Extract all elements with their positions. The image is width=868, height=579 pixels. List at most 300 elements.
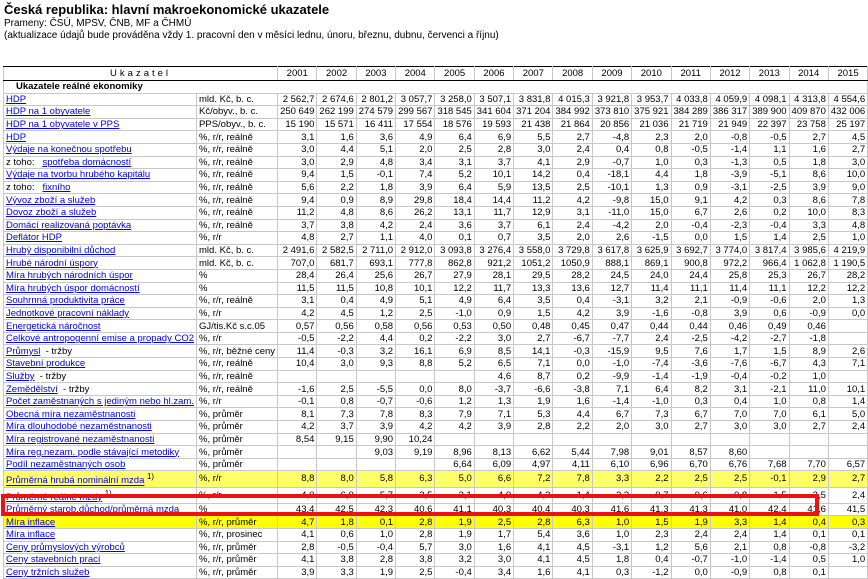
value-cell: 6,6 <box>474 471 513 487</box>
value-cell <box>828 320 867 333</box>
value-cell: 0,5 <box>750 156 789 169</box>
indicator-link[interactable]: Dovoz zboží a služeb <box>6 207 97 219</box>
value-cell: 0,1 <box>789 566 828 579</box>
value-cell: 1,7 <box>710 345 749 358</box>
value-cell: 972,2 <box>710 257 749 270</box>
indicator-link[interactable]: Míra hrubých národních úspor <box>6 270 133 282</box>
year-header: 2001 <box>278 67 317 81</box>
value-cell: 2,3 <box>632 528 671 541</box>
indicator-link[interactable]: Průměrný starob.důchod/průměrná mzda <box>6 504 180 516</box>
unit-cell: % <box>197 282 278 295</box>
indicator-link[interactable]: Ceny průmyslových výrobců <box>6 541 125 553</box>
value-cell: 2,0 <box>592 421 631 434</box>
indicator-link[interactable]: Energetická náročnost <box>6 320 101 332</box>
value-cell: 1,8 <box>356 181 395 194</box>
value-cell: 19 593 <box>474 118 513 131</box>
value-cell: 921,2 <box>474 257 513 270</box>
value-cell: 11,4 <box>632 282 671 295</box>
value-cell: -0,8 <box>710 487 749 503</box>
indicator-name <box>4 269 197 282</box>
indicator-name <box>4 143 197 156</box>
value-cell: 4,1 <box>514 554 553 567</box>
value-cell: 13,5 <box>514 181 553 194</box>
value-cell: 2,8 <box>514 421 553 434</box>
value-cell: 2,8 <box>396 528 435 541</box>
value-cell: 15 571 <box>317 118 356 131</box>
value-cell: 9,4 <box>278 169 317 182</box>
value-cell: 0,3 <box>750 194 789 207</box>
value-cell: 5,7 <box>396 541 435 554</box>
value-cell: 0,4 <box>789 516 828 529</box>
sources-line: Prameny: ČSÚ, MPSV, ČNB, MF a ČHMÚ <box>4 18 192 29</box>
unit-cell: %, r/r, reálně <box>197 131 278 144</box>
table-row <box>4 320 868 333</box>
table-row <box>4 282 868 295</box>
value-cell: 1050,9 <box>553 257 592 270</box>
unit-cell: mld. Kč, b. c. <box>197 244 278 257</box>
value-cell: 2,7 <box>671 421 710 434</box>
value-cell: 371 204 <box>514 106 553 119</box>
value-cell <box>278 446 317 459</box>
indicator-link[interactable]: Hrubý disponibilní důchod <box>6 245 116 257</box>
value-cell: 0,6 <box>750 307 789 320</box>
value-cell: -1,5 <box>750 487 789 503</box>
value-cell: 2,4 <box>671 528 710 541</box>
unit-cell: %, průměr <box>197 408 278 421</box>
value-cell: 41,6 <box>592 503 631 516</box>
indicator-link[interactable]: Deflátor HDP <box>6 232 62 244</box>
indicator-name <box>4 516 197 529</box>
value-cell: 7,1 <box>474 408 513 421</box>
value-cell: 4 313,8 <box>789 93 828 106</box>
year-header: 2004 <box>396 67 435 81</box>
value-cell: 0,4 <box>710 395 749 408</box>
value-cell: 0,9 <box>474 307 513 320</box>
value-cell: 2,6 <box>592 232 631 245</box>
value-cell: 2,4 <box>553 143 592 156</box>
year-header: 2002 <box>317 67 356 81</box>
value-cell: 41,3 <box>671 503 710 516</box>
value-cell: 4,5 <box>553 541 592 554</box>
value-cell: 4,5 <box>828 131 867 144</box>
indicator-name <box>4 169 197 182</box>
value-cell: 2,2 <box>317 181 356 194</box>
value-cell: -1,0 <box>710 554 749 567</box>
indicator-suffix: - tržby <box>39 370 67 382</box>
value-cell: 1,2 <box>632 541 671 554</box>
value-cell: 0,0 <box>671 566 710 579</box>
value-cell: 14,2 <box>514 169 553 182</box>
value-cell: 20 856 <box>592 118 631 131</box>
indicator-link[interactable]: Ceny stavebních prací <box>6 554 101 566</box>
value-cell: 2,7 <box>828 143 867 156</box>
value-cell: 24,4 <box>671 269 710 282</box>
indicator-name <box>4 554 197 567</box>
indicator-name <box>4 408 197 421</box>
value-cell: 9,4 <box>278 194 317 207</box>
unit-cell: PPS/obyv., b. c. <box>197 118 278 131</box>
table-row <box>4 295 868 308</box>
year-header: 2013 <box>750 67 789 81</box>
indicator-link[interactable]: Výdaje na tvorbu hrubého kapitálu <box>6 169 151 181</box>
value-cell: 0,3 <box>828 516 867 529</box>
value-cell: 3,0 <box>828 156 867 169</box>
value-cell: 10,8 <box>356 282 395 295</box>
value-cell: 24,0 <box>632 269 671 282</box>
year-header: 2006 <box>474 67 513 81</box>
value-cell: 0,44 <box>632 320 671 333</box>
value-cell: 40,3 <box>474 503 513 516</box>
value-cell: 2,0 <box>396 143 435 156</box>
value-cell: 3,9 <box>474 421 513 434</box>
value-cell: 0,46 <box>789 320 828 333</box>
value-cell: 4,8 <box>356 156 395 169</box>
value-cell: 6,1 <box>514 219 553 232</box>
indicator-link[interactable]: Míra inflace <box>6 516 56 528</box>
value-cell: 9,01 <box>632 446 671 459</box>
value-cell: 0,2 <box>750 206 789 219</box>
value-cell: 2,9 <box>317 156 356 169</box>
value-cell: 318 545 <box>435 106 474 119</box>
value-cell: 14,4 <box>474 194 513 207</box>
value-cell: 4,0 <box>474 487 513 503</box>
value-cell: 4,7 <box>278 516 317 529</box>
value-cell: 1,3 <box>828 295 867 308</box>
value-cell: 3,8 <box>317 219 356 232</box>
value-cell: 3,9 <box>789 181 828 194</box>
value-cell <box>828 446 867 459</box>
value-cell: 5,1 <box>396 295 435 308</box>
value-cell: 3,5 <box>396 487 435 503</box>
indicator-link[interactable]: Služby <box>6 370 35 382</box>
unit-cell: GJ/tis.Kč s.c.05 <box>197 320 278 333</box>
table-row <box>4 433 868 446</box>
value-cell: 1,8 <box>671 169 710 182</box>
value-cell: 9,3 <box>356 358 395 371</box>
value-cell: 1,7 <box>474 528 513 541</box>
value-cell: 3,1 <box>435 487 474 503</box>
value-cell: 6,3 <box>396 471 435 487</box>
value-cell: 5,8 <box>356 471 395 487</box>
value-cell: -0,8 <box>671 307 710 320</box>
value-cell: 4,1 <box>514 541 553 554</box>
value-cell: 26,7 <box>789 269 828 282</box>
table-row <box>4 541 868 554</box>
indicator-link[interactable]: Jednotkové pracovní náklady <box>6 307 130 319</box>
indicator-link[interactable]: Výdaje na konečnou spotřebu <box>6 144 132 156</box>
value-cell: 11,2 <box>514 194 553 207</box>
value-cell: 1,8 <box>789 156 828 169</box>
indicator-link[interactable]: Míra registrované nezaměstnanosti <box>6 433 155 445</box>
value-cell: -15,9 <box>592 345 631 358</box>
year-header: 2012 <box>710 67 749 81</box>
year-header: 2007 <box>514 67 553 81</box>
year-header: 2015 <box>828 67 867 81</box>
indicator-link[interactable]: Vývoz zboží a služeb <box>6 194 96 206</box>
indicator-name <box>4 282 197 295</box>
value-cell: 4,8 <box>317 206 356 219</box>
indicator-link[interactable]: Průměrné reálné mzdy <box>6 491 103 503</box>
value-cell: -4,8 <box>592 131 631 144</box>
value-cell: 3,7 <box>474 219 513 232</box>
value-cell: 7,8 <box>828 194 867 207</box>
value-cell: 3,1 <box>553 206 592 219</box>
value-cell: -5,1 <box>750 169 789 182</box>
indicator-link[interactable]: HDP na 1 obyvatele v PPS <box>6 119 120 131</box>
value-cell: 2,8 <box>474 143 513 156</box>
value-cell: -4,2 <box>710 332 749 345</box>
indicator-link[interactable]: Zemědělství <box>6 383 58 395</box>
value-cell: 29,5 <box>514 269 553 282</box>
value-cell: 6,9 <box>435 345 474 358</box>
value-cell: 2,0 <box>789 295 828 308</box>
value-cell: 9,90 <box>356 433 395 446</box>
value-cell <box>828 332 867 345</box>
value-cell: 2,5 <box>553 181 592 194</box>
indicator-link[interactable]: spotřeba domácností <box>42 156 132 168</box>
indicator-link[interactable]: HDP <box>6 93 27 105</box>
value-cell: -0,1 <box>750 471 789 487</box>
value-cell: 0,8 <box>632 143 671 156</box>
value-cell: 3,2 <box>356 345 395 358</box>
value-cell: 21 036 <box>632 118 671 131</box>
value-cell: 3,7 <box>474 156 513 169</box>
value-cell: 1,5 <box>514 307 553 320</box>
value-cell: 299 567 <box>396 106 435 119</box>
value-cell: 6,0 <box>317 487 356 503</box>
value-cell <box>317 458 356 471</box>
value-cell: 12,2 <box>789 282 828 295</box>
year-header-row <box>4 67 868 81</box>
value-cell: -1,6 <box>632 307 671 320</box>
value-cell: 3,2 <box>632 295 671 308</box>
value-cell: 10,1 <box>396 282 435 295</box>
value-cell: -6,6 <box>514 383 553 396</box>
value-cell: -2,5 <box>671 332 710 345</box>
value-cell: 274 579 <box>356 106 395 119</box>
value-cell: -9,9 <box>592 370 631 383</box>
value-cell: 2,5 <box>396 566 435 579</box>
indicator-name <box>4 566 197 579</box>
value-cell: 2 582,5 <box>317 244 356 257</box>
value-cell: 1,6 <box>514 566 553 579</box>
value-cell: 4,5 <box>553 554 592 567</box>
indicator-prefix: z toho: <box>6 156 35 168</box>
year-header: 2011 <box>671 67 710 81</box>
value-cell: 1,9 <box>671 516 710 529</box>
value-cell: -0,4 <box>435 566 474 579</box>
value-cell: 0,6 <box>317 528 356 541</box>
value-cell: 862,8 <box>435 257 474 270</box>
value-cell: 0,4 <box>632 554 671 567</box>
table-row <box>4 446 868 459</box>
value-cell: 25,6 <box>356 269 395 282</box>
value-cell: -0,1 <box>356 169 395 182</box>
value-cell: 7,0 <box>750 408 789 421</box>
value-cell: 777,8 <box>396 257 435 270</box>
value-cell: 2,8 <box>514 516 553 529</box>
section-row <box>4 81 868 94</box>
value-cell: 4 059,9 <box>710 93 749 106</box>
value-cell: 11,1 <box>671 282 710 295</box>
value-cell: 3 625,9 <box>632 244 671 257</box>
indicator-link[interactable]: Obecná míra nezaměstnanosti <box>6 408 136 420</box>
value-cell: -0,7 <box>592 156 631 169</box>
indicator-link[interactable]: Míra reg.nezam. podle stávající metodiky <box>6 446 180 458</box>
value-cell: 0,2 <box>396 332 435 345</box>
value-cell: 1,8 <box>592 554 631 567</box>
value-cell: -0,7 <box>356 395 395 408</box>
indicator-link[interactable]: Stavební produkce <box>6 358 86 370</box>
indicator-link[interactable]: Průmysl <box>6 345 41 357</box>
value-cell: 3,0 <box>278 156 317 169</box>
value-cell: 21 864 <box>553 118 592 131</box>
indicator-link[interactable]: Počet zaměstnaných s jediným nebo hl.zam. <box>6 396 194 408</box>
value-cell: 3,9 <box>278 566 317 579</box>
value-cell: 2,6 <box>828 345 867 358</box>
indicator-link[interactable]: Míra inflace <box>6 529 56 541</box>
value-cell: 1,6 <box>789 143 828 156</box>
value-cell: -0,3 <box>553 345 592 358</box>
value-cell: 7,1 <box>514 358 553 371</box>
value-cell: 2 801,2 <box>356 93 395 106</box>
value-cell: 25,8 <box>710 269 749 282</box>
value-cell: 4,5 <box>317 307 356 320</box>
value-cell: 10,24 <box>396 433 435 446</box>
value-cell: 5,7 <box>356 487 395 503</box>
value-cell: 7,3 <box>317 408 356 421</box>
value-cell: 5,5 <box>514 131 553 144</box>
value-cell: 6,7 <box>592 408 631 421</box>
value-cell: 3 953,7 <box>632 93 671 106</box>
value-cell: -7,4 <box>632 358 671 371</box>
indicator-link[interactable]: Ceny tržních služeb <box>6 566 90 578</box>
value-cell: 3,0 <box>750 421 789 434</box>
value-cell: 8,3 <box>828 206 867 219</box>
value-cell: 2,5 <box>396 307 435 320</box>
value-cell: 3,7 <box>278 219 317 232</box>
value-cell: 11,7 <box>474 206 513 219</box>
indicator-link[interactable]: HDP <box>6 131 27 143</box>
value-cell: 18 576 <box>435 118 474 131</box>
value-cell <box>710 433 749 446</box>
value-cell: 7,1 <box>828 358 867 371</box>
value-cell: 0,58 <box>356 320 395 333</box>
value-cell: 6,4 <box>474 295 513 308</box>
indicator-name <box>4 345 197 358</box>
value-cell: -0,8 <box>710 131 749 144</box>
indicator-link[interactable]: Hrubé národní úspory <box>6 257 98 269</box>
value-cell: 0,3 <box>671 156 710 169</box>
value-cell: 3,0 <box>710 421 749 434</box>
unit-cell: %, r/r, reálně <box>197 370 278 383</box>
value-cell: 262 199 <box>317 106 356 119</box>
value-cell: 384 992 <box>553 106 592 119</box>
value-cell: 4,97 <box>514 458 553 471</box>
value-cell: 6,09 <box>474 458 513 471</box>
indicator-name <box>4 487 197 503</box>
value-cell <box>671 433 710 446</box>
indicator-name <box>4 446 197 459</box>
value-cell: -0,9 <box>710 566 749 579</box>
value-cell: 2,7 <box>789 131 828 144</box>
table-row <box>4 93 868 106</box>
value-cell: 4,0 <box>278 487 317 503</box>
value-cell: 1,4 <box>553 487 592 503</box>
value-cell: 2 562,7 <box>278 93 317 106</box>
value-cell: 7,9 <box>435 408 474 421</box>
value-cell: 4,2 <box>553 194 592 207</box>
value-cell: 4,6 <box>474 370 513 383</box>
value-cell: 4 219,9 <box>828 244 867 257</box>
table-row <box>4 118 868 131</box>
indicator-name <box>4 383 197 396</box>
value-cell: 4,2 <box>435 421 474 434</box>
value-cell <box>356 458 395 471</box>
value-cell: 707,0 <box>278 257 317 270</box>
value-cell: 3,3 <box>317 566 356 579</box>
value-cell: 8,0 <box>317 471 356 487</box>
table-row <box>4 257 868 270</box>
indicator-link[interactable]: Míra dlouhodobé nezaměstnanosti <box>6 421 152 433</box>
indicator-name <box>4 93 197 106</box>
indicator-link[interactable]: Celkové antropogenní emise a propady CO2 <box>6 333 195 345</box>
value-cell: 3,0 <box>474 332 513 345</box>
value-cell: 4,2 <box>278 307 317 320</box>
value-cell: 1,9 <box>514 395 553 408</box>
value-cell: -0,2 <box>750 370 789 383</box>
table-row <box>4 307 868 320</box>
table-row <box>4 156 868 169</box>
value-cell: 8,7 <box>514 370 553 383</box>
indicator-link[interactable]: fixního <box>42 182 71 194</box>
indicators-table <box>3 66 868 579</box>
value-cell: 0,1 <box>828 528 867 541</box>
unit-cell: % <box>197 503 278 516</box>
indicator-link[interactable]: Podíl nezaměstnaných osob <box>6 459 126 471</box>
value-cell: 4,4 <box>317 143 356 156</box>
value-cell: 23 758 <box>789 118 828 131</box>
value-cell: 2,2 <box>632 471 671 487</box>
value-cell: 1,4 <box>828 395 867 408</box>
value-cell: 4,2 <box>710 194 749 207</box>
value-cell: 12,2 <box>435 282 474 295</box>
value-cell: -0,5 <box>671 143 710 156</box>
value-cell: 2,0 <box>632 219 671 232</box>
value-cell: 3,5 <box>514 295 553 308</box>
table-row <box>4 131 868 144</box>
indicator-link[interactable]: Průměrná hrubá nominální mzda <box>6 475 145 487</box>
value-cell: 0,2 <box>553 370 592 383</box>
value-cell: -0,8 <box>789 541 828 554</box>
value-cell: -2,2 <box>317 332 356 345</box>
indicator-link[interactable]: Míra hrubých úspor domácností <box>6 282 140 294</box>
indicator-link[interactable]: Souhrnná produktivita práce <box>6 295 125 307</box>
value-cell: 4,11 <box>553 458 592 471</box>
value-cell <box>828 370 867 383</box>
value-cell: 11,0 <box>789 383 828 396</box>
value-cell: 14,1 <box>514 345 553 358</box>
indicator-link[interactable]: Domácí realizovaná poptávka <box>6 219 132 231</box>
value-cell: 409 870 <box>789 106 828 119</box>
indicator-link[interactable]: HDP na 1 obyvatele <box>6 106 91 118</box>
value-cell: 29,8 <box>396 194 435 207</box>
value-cell: 3,3 <box>710 516 749 529</box>
value-cell: 7,6 <box>671 345 710 358</box>
unit-cell: mld. Kč, b. c. <box>197 93 278 106</box>
value-cell: 17 554 <box>396 118 435 131</box>
value-cell: -2,7 <box>750 332 789 345</box>
